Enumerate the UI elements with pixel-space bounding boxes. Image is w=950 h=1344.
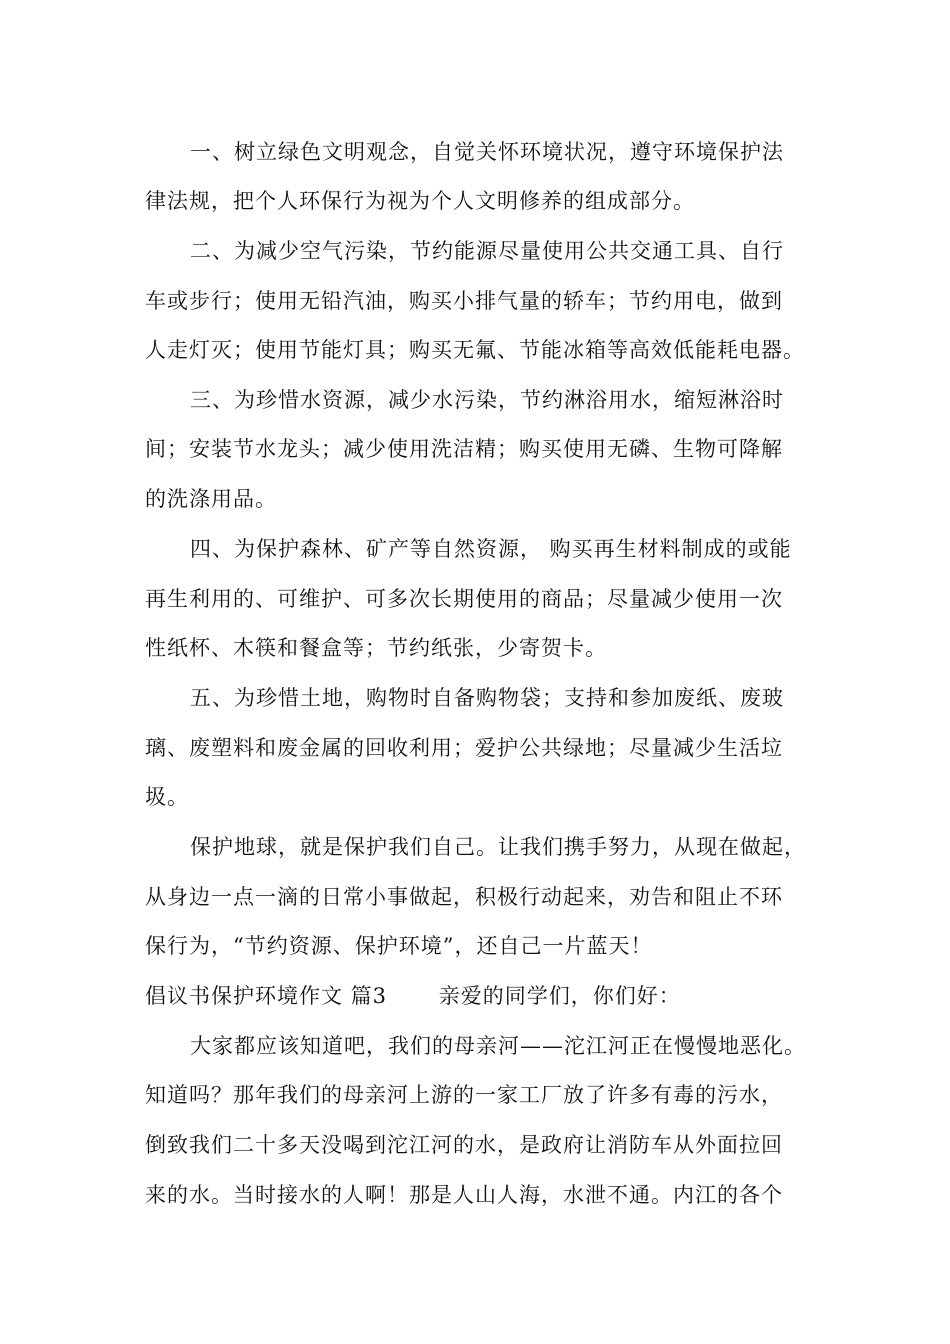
text-line: 性纸杯、木筷和餐盒等；节约纸张，少寄贺卡。 <box>145 636 607 660</box>
text-line: 倒致我们二十多天没喝到沱江河的水，是政府让消防车从外面拉回 <box>145 1133 783 1157</box>
text-line: 保护地球，就是保护我们自己。让我们携手努力，从现在做起， <box>190 835 806 859</box>
text-line: 圾。 <box>145 785 189 809</box>
text-line: 人走灯灭；使用节能灯具；购买无氟、节能冰箱等高效低能耗电器。 <box>145 338 805 362</box>
text-line: 的洗涤用品。 <box>145 487 277 511</box>
text-line: 三、为珍惜水资源，减少水污染，节约淋浴用水，缩短淋浴时 <box>190 388 784 412</box>
text-line: 五、为珍惜土地，购物时自备购物袋；支持和参加废纸、废玻 <box>190 686 784 710</box>
text-line: 再生利用的、可维护、可多次长期使用的商品；尽量减少使用一次 <box>145 587 783 611</box>
text-line: 四、为保护森林、矿产等自然资源， 购买再生材料制成的或能 <box>190 537 792 561</box>
text-line: 知道吗？那年我们的母亲河上游的一家工厂放了许多有毒的污水， <box>145 1083 783 1107</box>
text-line: 保行为，“节约资源、保护环境”，还自己一片蓝天！ <box>145 934 653 958</box>
text-line: 从身边一点一滴的日常小事做起，积极行动起来，劝告和阻止不环 <box>145 885 783 909</box>
text-line: 一、树立绿色文明观念，自觉关怀环境状况，遵守环境保护法 <box>190 140 784 164</box>
text-line: 来的水。当时接水的人啊！那是人山人海，水泄不通。内江的各个 <box>145 1183 783 1207</box>
text-line: 律法规，把个人环保行为视为个人文明修养的组成部分。 <box>145 189 695 213</box>
text-line: 车或步行；使用无铅汽油，购买小排气量的轿车；节约用电，做到 <box>145 289 783 313</box>
text-line: 间；安装节水龙头；减少使用洗洁精；购买使用无磷、生物可降解 <box>145 437 783 461</box>
text-line: 二、为减少空气污染，节约能源尽量使用公共交通工具、自行 <box>190 239 784 263</box>
text-line: 倡议书保护环境作文 篇3 亲爱的同学们，你们好： <box>145 984 681 1008</box>
text-line: 璃、废塑料和废金属的回收利用；爱护公共绿地；尽量减少生活垃 <box>145 736 783 760</box>
text-line: 大家都应该知道吧，我们的母亲河——沱江河正在慢慢地恶化。 <box>190 1034 806 1058</box>
